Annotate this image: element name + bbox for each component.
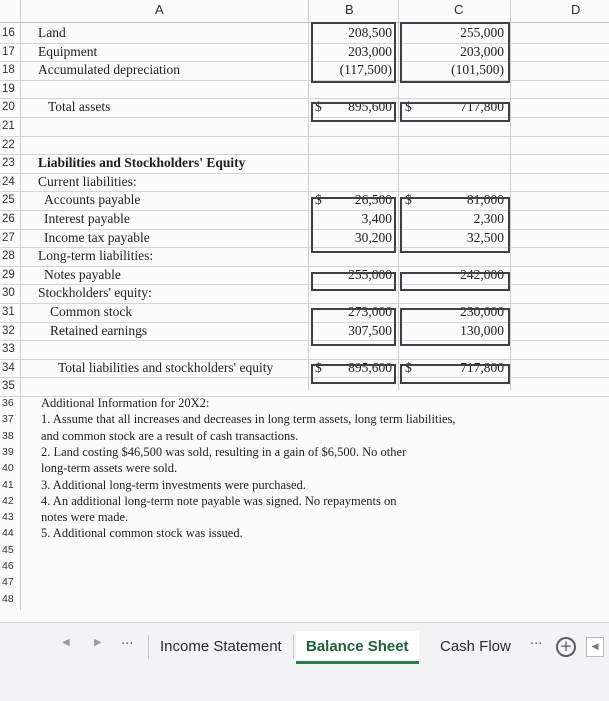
notes-payable-b-box [311,272,396,291]
cell-label[interactable]: Liabilities and Stockholders' Equity [38,155,246,171]
row-number[interactable]: 48 [2,592,14,605]
cell-value-c[interactable]: 130,000 [460,322,504,338]
cell-value-b[interactable]: (117,500) [339,62,392,78]
row-number[interactable]: 47 [2,576,14,589]
row-number[interactable]: 32 [2,324,15,337]
current-liab-c-box [400,197,510,253]
next-sheet-button[interactable]: ▶ [94,637,102,648]
cell-value-c[interactable]: 242,000 [460,266,504,282]
row-number[interactable]: 34 [2,361,15,374]
assets-b-box [311,22,396,83]
currency-symbol: $ [405,359,412,375]
cell-value-b[interactable]: 895,600 [348,359,392,375]
cell-label[interactable]: Equipment [38,43,98,59]
row-number[interactable]: 33 [2,343,15,356]
tab-income-statement[interactable]: Income Statement [160,638,282,655]
row-number[interactable]: 19 [2,82,15,95]
note-text[interactable]: 5. Additional common stock was issued. [41,526,243,541]
cell-value-c[interactable]: 32,500 [466,229,504,245]
equity-c-box [400,308,510,346]
row-number[interactable]: 20 [2,101,15,114]
column-header-row [0,0,609,22]
cell-value-c[interactable]: 717,800 [460,359,504,375]
tab-separator [148,635,149,659]
notes-payable-c-box [400,272,510,291]
cell-label[interactable]: Common stock [50,304,133,319]
grid-line [308,0,309,390]
more-sheets-button[interactable]: ... [121,633,134,648]
cell-label[interactable]: Land [38,25,66,40]
grid-line [510,0,511,390]
currency-symbol: $ [315,192,322,208]
cell-label[interactable]: Stockholders' equity: [38,285,152,301]
grid-line [0,22,609,23]
cell-value-b[interactable]: 26,500 [354,192,392,208]
row-number[interactable]: 29 [2,268,15,281]
row-number[interactable]: 18 [2,64,15,77]
row-number[interactable]: 22 [2,138,15,151]
prev-sheet-button[interactable]: ◀ [62,637,70,648]
cell-value-c[interactable]: 717,800 [460,99,504,115]
row-number[interactable]: 16 [2,27,15,39]
grid-line [0,377,609,378]
grid-line [0,80,609,81]
current-liab-b-box [311,197,396,253]
currency-symbol: $ [405,192,412,208]
note-text[interactable]: notes were made. [41,510,129,525]
cell-label[interactable]: Accumulated depreciation [38,62,181,78]
note-text[interactable]: 2. Land costing $46,500 was sold, resulting in a gain of $6,500. No other [41,444,407,459]
note-text[interactable]: 1. Assume that all increases and decreases in long term assets, long term liabilities, [41,412,456,427]
note-text[interactable]: long-term assets were sold. [41,461,178,476]
row-number[interactable]: 46 [2,560,14,572]
row-number[interactable]: 38 [2,429,14,442]
sheet-tab-bar [0,622,609,701]
cell-label[interactable]: Retained earnings [50,322,148,338]
row-number[interactable]: 31 [2,306,15,318]
total-assets-c-box [400,102,510,122]
cell-label[interactable]: Notes payable [44,266,121,282]
row-number[interactable]: 39 [2,445,14,458]
cell-value-b[interactable]: 307,500 [348,322,392,338]
currency-symbol: $ [315,359,322,375]
cell-label[interactable]: Interest payable [44,211,130,226]
cell-value-c[interactable]: 230,000 [460,304,504,319]
row-number[interactable]: 37 [2,413,14,426]
cell-value-b[interactable]: 203,000 [348,43,392,59]
total-assets-b-box [311,102,396,122]
row-number[interactable]: 28 [2,250,15,263]
row-number[interactable]: 30 [2,287,15,300]
grid-line [20,0,21,610]
assets-c-box [400,22,510,83]
column-header-c[interactable]: C [454,2,464,17]
row-number[interactable]: 41 [2,478,14,491]
cell-label[interactable]: Total assets [48,99,111,115]
cell-label[interactable]: Accounts payable [44,192,141,208]
cell-label[interactable]: Current liabilities: [38,173,137,189]
row-number[interactable]: 35 [2,380,15,393]
row-number[interactable]: 40 [2,462,14,475]
cell-value-b[interactable]: 895,600 [348,99,392,115]
row-number[interactable]: 17 [2,45,15,58]
grid-line [0,117,609,118]
row-number[interactable]: 43 [2,511,14,524]
cell-value-c[interactable]: 2,300 [473,211,504,226]
row-number[interactable]: 23 [2,157,15,170]
column-header-b[interactable]: B [345,2,354,17]
total-liab-b-box [311,364,396,384]
grid-line [0,136,609,137]
grid-line [398,0,399,390]
column-header-a[interactable]: A [155,2,164,17]
cell-label[interactable]: Total liabilities and stockholders' equity [58,359,274,375]
row-number[interactable]: 42 [2,494,14,507]
cell-value-c[interactable]: 203,000 [460,43,504,59]
cell-value-b[interactable]: 255,000 [348,266,392,282]
row-number[interactable]: 44 [2,527,14,540]
row-number[interactable]: 25 [2,194,15,207]
tab-cash-flow[interactable]: Cash Flow [440,638,511,655]
currency-symbol: $ [315,99,322,115]
cell-label[interactable]: Income tax payable [44,229,150,245]
cell-label[interactable]: Long-term liabilities: [38,248,154,264]
cell-value-b[interactable]: 208,500 [348,25,392,40]
row-number[interactable]: 27 [2,231,15,244]
row-number[interactable]: 36 [2,397,14,409]
currency-symbol: $ [405,99,412,115]
add-sheet-button[interactable]: + [556,637,576,657]
grid-line [0,340,609,341]
note-text[interactable]: 3. Additional long-term investments were purchased. [41,477,306,492]
row-number[interactable]: 26 [2,213,15,225]
row-number[interactable]: 21 [2,120,15,132]
scroll-tabs-button[interactable]: ◀ [586,637,604,657]
cell-value-b[interactable]: 3,400 [361,211,392,226]
tab-separator [293,635,294,659]
note-text[interactable]: 4. An additional long-term note payable was signed. No repayments on [41,493,397,508]
cell-value-c[interactable]: (101,500) [451,62,504,78]
more-tabs-button[interactable]: ... [530,633,543,648]
column-header-d[interactable]: D [571,2,581,17]
tab-balance-sheet[interactable]: Balance Sheet [296,631,419,664]
row-number[interactable]: 45 [2,543,14,556]
note-text[interactable]: Additional Information for 20X2: [41,396,210,410]
row-number[interactable]: 24 [2,175,15,188]
cell-value-c[interactable]: 81,000 [466,192,504,208]
cell-value-c[interactable]: 255,000 [460,25,504,40]
note-text[interactable]: and common stock are a result of cash transactions. [41,428,299,443]
equity-b-box [311,308,396,346]
cell-value-b[interactable]: 30,200 [354,229,392,245]
cell-value-b[interactable]: 273,000 [348,304,392,319]
total-liab-c-box [400,364,510,384]
